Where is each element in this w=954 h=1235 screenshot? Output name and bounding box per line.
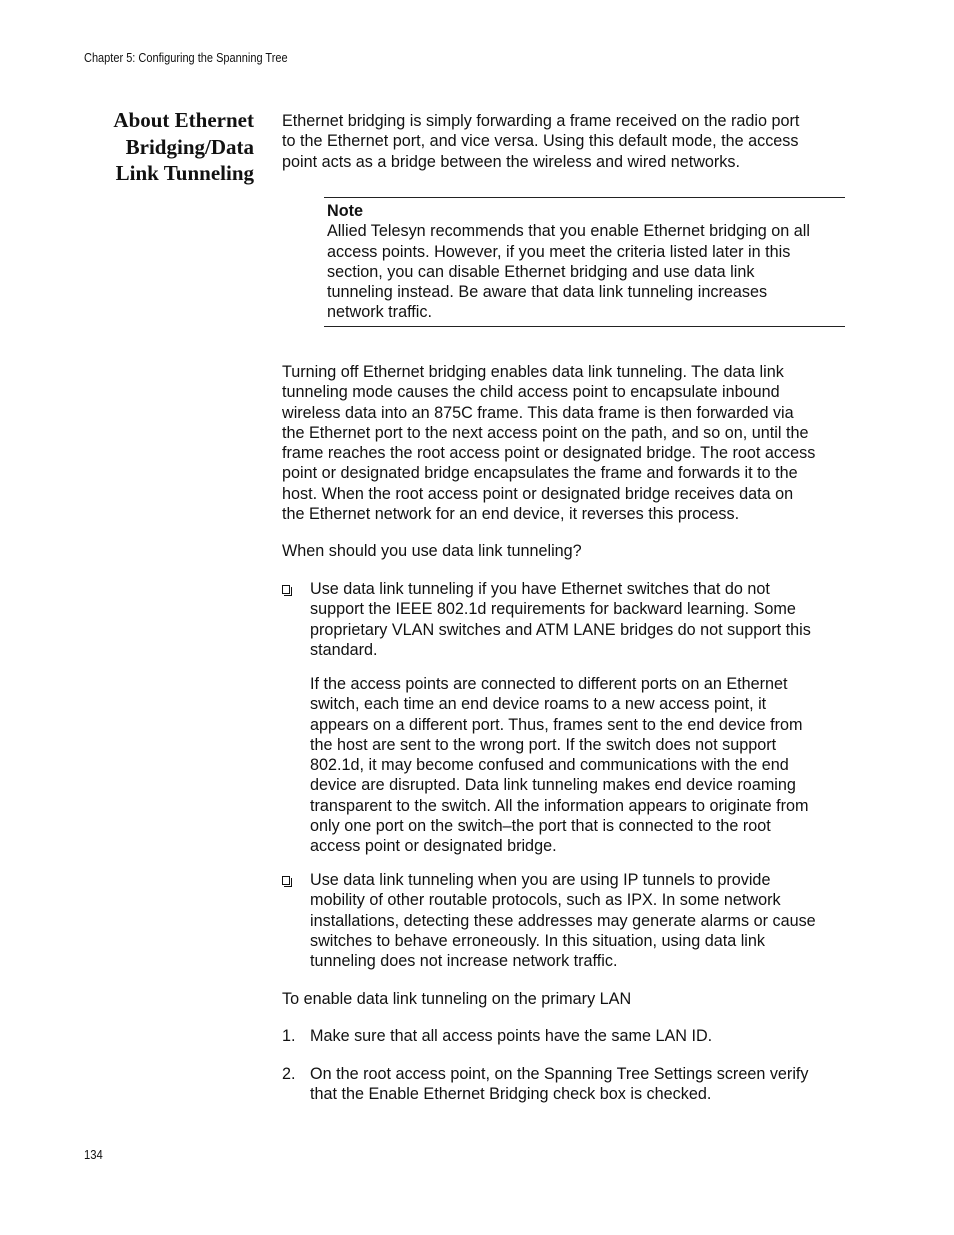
section-heading-line: Bridging/Data	[125, 134, 254, 159]
text-line: network traffic.	[327, 303, 432, 322]
text-line: To enable data link tunneling on the primary LAN	[282, 990, 632, 1008]
text-line: access points. However, if you meet the criteria listed later in this	[327, 242, 791, 261]
text-line: that the Enable Ethernet Bridging check box is checked.	[310, 1085, 712, 1104]
bullet-text	[310, 579, 811, 660]
text-line: When should you use data link tunneling?	[282, 542, 582, 560]
intro-paragraph	[282, 111, 842, 172]
text-line: host. When the root access point or designated bridge receives data on	[282, 484, 794, 503]
text-line: transparent to the switch. All the information appears to originate from	[310, 796, 809, 815]
text-line: switch, each time an end device roams to a new access point, it	[310, 695, 767, 714]
section-heading-line: About Ethernet	[113, 108, 254, 132]
bullet-text	[310, 870, 816, 971]
text-line: point or designated bridge encapsulates the frame and forwards it to the	[282, 464, 798, 483]
tunneling-paragraph	[282, 362, 842, 524]
text-line: only one port on the switch–the port that is connected to the root	[310, 817, 771, 836]
text-line: access point or designated bridge.	[310, 837, 557, 856]
text-line: the Ethernet port to the next access point on the path, and so on, until the	[282, 423, 809, 442]
step-text	[310, 1064, 809, 1105]
text-line: Ethernet bridging is simply forwarding a frame received on the radio port	[282, 112, 800, 130]
text-line: On the root access point, on the Spanning Tree Settings screen verify	[310, 1065, 809, 1083]
text-line: the Ethernet network for an end device, it reverses this process.	[282, 505, 740, 524]
text-line: point acts as a bridge between the wireless and wired networks.	[282, 152, 740, 171]
text-line: proprietary VLAN switches and ATM LANE bridges do not support this	[310, 620, 811, 639]
text-line: the host are sent to the wrong port. If the switch does not support	[310, 735, 777, 754]
text-line: device are disrupted. Data link tunneling makes end device roaming	[310, 776, 796, 795]
note-box	[324, 197, 845, 327]
text-line: Use data link tunneling when you are using IP tunnels to provide	[310, 871, 771, 889]
text-line: tunneling mode causes the child access point to encapsulate inbound	[282, 383, 780, 402]
note-title: Note	[327, 202, 363, 220]
text-line: Make sure that all access points have the same LAN ID.	[310, 1027, 713, 1045]
text-line: 802.1d, it may become confused and communications with the end	[310, 756, 789, 775]
text-line: If the access points are connected to different ports on an Ethernet	[310, 675, 788, 693]
question-paragraph	[282, 541, 842, 561]
text-line: appears on a different port. Thus, frames sent to the end device from	[310, 715, 803, 734]
step-number: 1.	[282, 1027, 296, 1045]
text-line: wireless data into an 875C frame. This data frame is then forwarded via	[282, 403, 794, 422]
text-line: mobility of other routable protocols, such as IPX. In some network	[310, 891, 781, 910]
text-line: installations, detecting these addresses may generate alarms or cause	[310, 911, 816, 930]
running-head: Chapter 5: Configuring the Spanning Tree	[84, 51, 288, 65]
page-number: 134	[84, 1148, 103, 1162]
text-line: switches to behave erroneously. In this situation, using data link	[310, 931, 766, 950]
checkbox-bullet-icon	[282, 876, 290, 885]
step-number: 2.	[282, 1065, 296, 1083]
section-heading	[80, 107, 254, 187]
text-line: Turning off Ethernet bridging enables data link tunneling. The data link	[282, 363, 784, 381]
text-line: Use data link tunneling if you have Ethernet switches that do not	[310, 580, 770, 598]
bullet-text	[310, 674, 808, 857]
text-line: tunneling instead. Be aware that data link tunneling increases	[327, 283, 768, 302]
step-text	[310, 1026, 712, 1046]
text-line: frame reaches the root access point or designated bridge. The root access	[282, 444, 816, 463]
procedure-title	[282, 989, 842, 1009]
text-line: standard.	[310, 640, 378, 659]
text-line: tunneling does not increase network traffic.	[310, 952, 618, 971]
text-line: Allied Telesyn recommends that you enable Ethernet bridging on all	[327, 222, 810, 241]
text-line: section, you can disable Ethernet bridging and use data link	[327, 262, 755, 281]
checkbox-bullet-icon	[282, 585, 290, 594]
text-line: support the IEEE 802.1d requirements for backward learning. Some	[310, 600, 796, 619]
section-heading-line: Link Tunneling	[115, 161, 254, 185]
text-line: to the Ethernet port, and vice versa. Using this default mode, the access	[282, 132, 799, 151]
